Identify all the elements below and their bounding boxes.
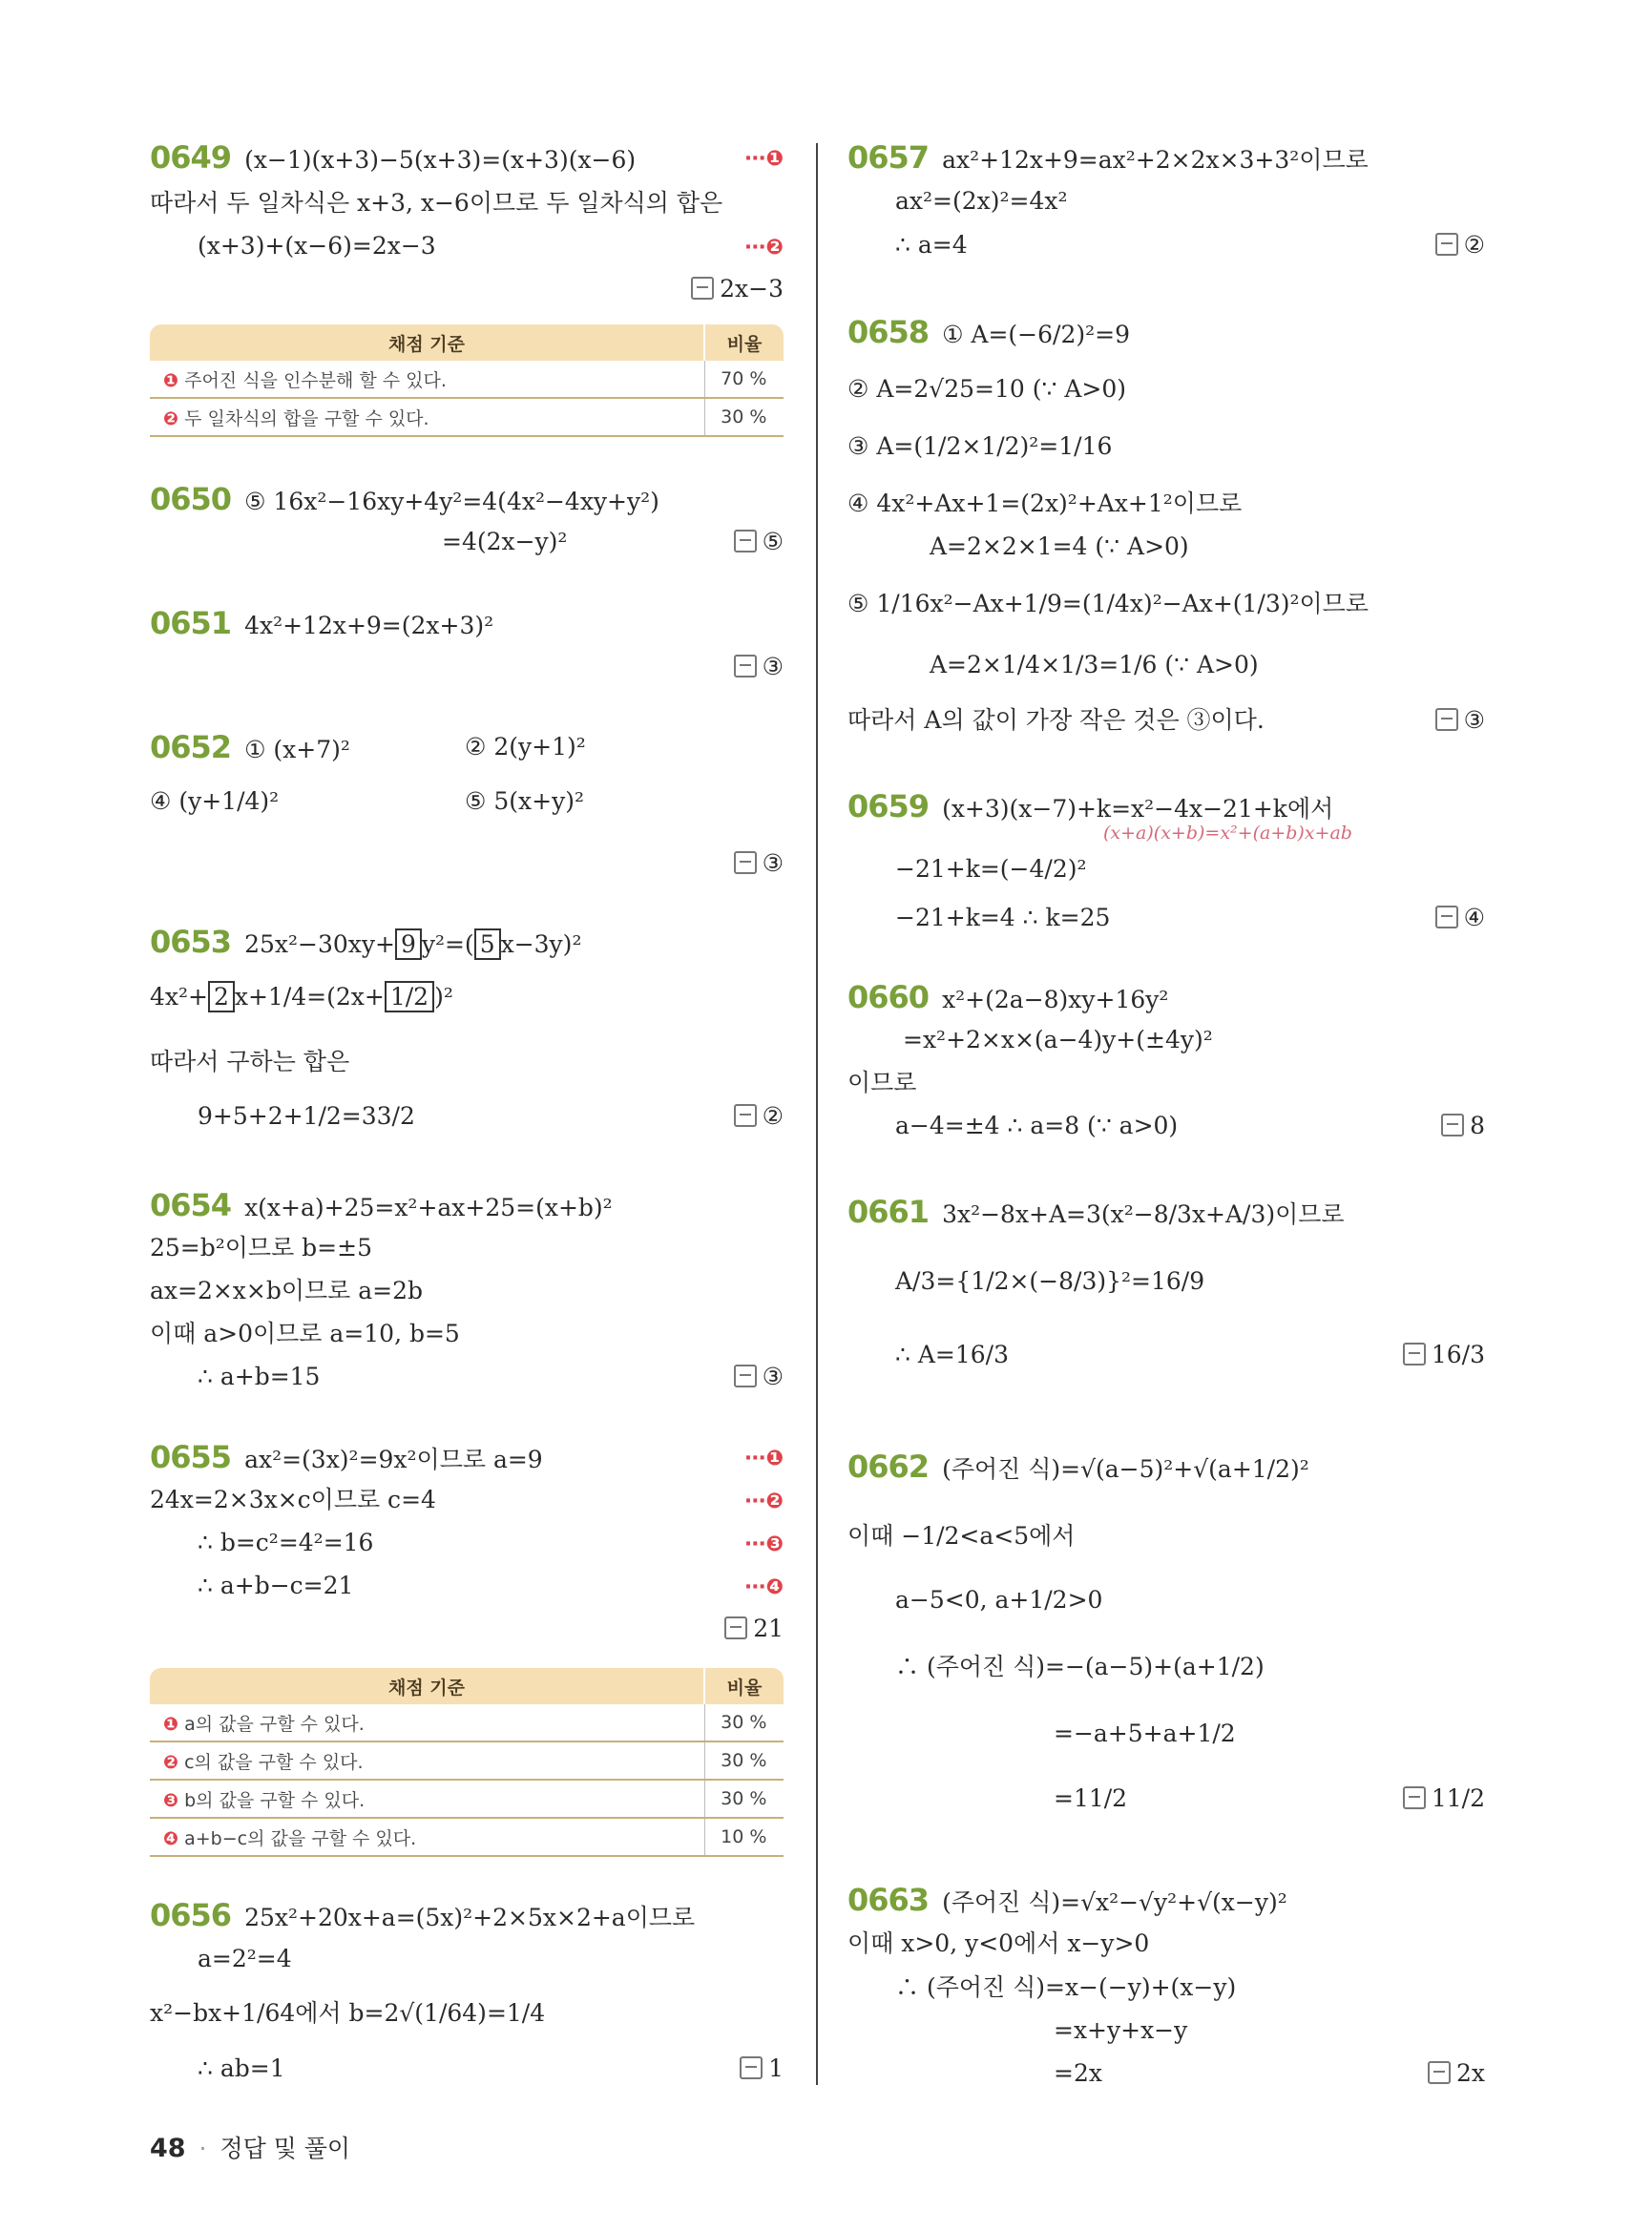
step-marker: ⋯❶ — [744, 1447, 784, 1470]
problem-0663-line5: =2x — [1054, 2059, 1102, 2087]
problem-0657-line1: 0657 ax²+12x+9=ax²+2×2x×3+3²이므로 — [847, 139, 1369, 176]
problem-0658-line2: ② A=2√25=10 (∵ A>0) — [847, 375, 1126, 403]
problem-0658-line8: 따라서 A의 값이 가장 작은 것은 ③이다. — [847, 706, 1265, 734]
problem-0656-line4: ∴ ab=1 — [198, 2054, 285, 2082]
answer-0660: 8 — [1441, 1112, 1485, 1140]
problem-0654-line1: 0654 x(x+a)+25=x²+ax+25=(x+b)² — [150, 1187, 613, 1223]
step-marker: ⋯❷ — [744, 236, 784, 260]
answer-0657: ② — [1435, 231, 1485, 260]
answer-icon — [734, 1104, 757, 1127]
problem-0659-line2: −21+k=(−4/2)² — [895, 855, 1087, 883]
formula-note: (x+a)(x+b)=x²+(a+b)x+ab — [1103, 823, 1352, 844]
step-marker: ⋯❹ — [744, 1575, 784, 1599]
page-footer — [150, 2130, 350, 2164]
problem-0652-line1: 0652 ① (x+7)² — [150, 729, 350, 765]
problem-number: 0660 — [847, 979, 930, 1015]
problem-0662-line4: ∴ (주어진 식)=−(a−5)+(a+1/2) — [895, 1653, 1265, 1680]
table-row: ❸ b의 값을 구할 수 있다. 30 % — [150, 1780, 784, 1818]
problem-0653-line2: 4x²+ 2 x+1/4=(2x+ 1/2 )² — [150, 983, 453, 1011]
problem-0660-line4: a−4=±4 ∴ a=8 (∵ a>0) — [895, 1112, 1179, 1139]
problem-0659-line3: −21+k=4 ∴ k=25 — [895, 904, 1111, 931]
blank-box: 9 — [395, 928, 422, 960]
answer-0649: 2x−3 — [691, 275, 784, 303]
criteria-header: 채점 기준 — [150, 324, 704, 361]
problem-0658-line1: 0658 ① A=(−6/2)²=9 — [847, 314, 1130, 350]
problem-0663-line2: 이때 x>0, y<0에서 x−y>0 — [847, 1929, 1150, 1957]
answer-0662: 11/2 — [1403, 1784, 1485, 1813]
problem-number: 0663 — [847, 1882, 930, 1918]
criteria-header: 채점 기준 — [150, 1668, 704, 1704]
problem-0661-line1: 0661 3x²−8x+A=3(x²−8/3x+A/3)이므로 — [847, 1194, 1345, 1230]
problem-0652-choice5: ⑤ 5(x+y)² — [465, 787, 584, 815]
problem-0658-line4: ④ 4x²+Ax+1=(2x)²+Ax+1²이므로 — [847, 490, 1243, 517]
problem-0662-line3: a−5<0, a+1/2>0 — [895, 1586, 1103, 1614]
table-row: ❶ a의 값을 구할 수 있다. 30 % — [150, 1704, 784, 1741]
problem-0662-line6: =11/2 — [1054, 1784, 1128, 1812]
problem-0660-line3: 이므로 — [847, 1069, 917, 1096]
answer-0661: 16/3 — [1403, 1341, 1485, 1369]
answer-icon — [1441, 1114, 1464, 1136]
problem-0655-line2: 24x=2×3x×c이므로 c=4 — [150, 1486, 436, 1513]
problem-number: 0654 — [150, 1187, 232, 1223]
step-marker: ⋯❷ — [744, 1490, 784, 1513]
problem-number: 0649 — [150, 139, 232, 176]
problem-0659-line1: 0659 (x+3)(x−7)+k=x²−4x−21+k에서 — [847, 788, 1334, 824]
blank-box: 5 — [474, 928, 501, 960]
page-number: 48 — [150, 2134, 186, 2163]
problem-number: 0661 — [847, 1194, 930, 1230]
problem-0655-line3: ∴ b=c²=4²=16 — [198, 1529, 374, 1556]
table-row: ❷ c의 값을 구할 수 있다. 30 % — [150, 1741, 784, 1780]
answer-icon — [1403, 1343, 1426, 1366]
answer-icon — [1403, 1786, 1426, 1809]
answer-0653: ② — [734, 1102, 784, 1131]
problem-number: 0650 — [150, 481, 232, 517]
problem-0653-line3: 따라서 구하는 합은 — [150, 1048, 350, 1075]
ratio-header: 비율 — [704, 324, 784, 361]
problem-0650-line1: 0650 ⑤ 16x²−16xy+4y²=4(4x²−4xy+y²) — [150, 481, 659, 517]
problem-number: 0655 — [150, 1439, 232, 1475]
column-divider — [816, 143, 818, 2085]
problem-0651-line1: 0651 4x²+12x+9=(2x+3)² — [150, 605, 494, 641]
answer-0654: ③ — [734, 1363, 784, 1391]
problem-0657-line2: ax²=(2x)²=4x² — [895, 187, 1068, 215]
problem-number: 0662 — [847, 1449, 930, 1485]
problem-0663-line3: ∴ (주어진 식)=x−(−y)+(x−y) — [895, 1973, 1237, 2001]
problem-number: 0652 — [150, 729, 232, 765]
blank-box: 1/2 — [385, 981, 434, 1012]
problem-0649-line1: 0649 (x−1)(x+3)−5(x+3)=(x+3)(x−6) — [150, 139, 637, 176]
answer-0659: ④ — [1435, 904, 1485, 932]
problem-0654-line4: 이때 a>0이므로 a=10, b=5 — [150, 1320, 460, 1347]
answer-icon — [734, 655, 757, 678]
problem-0658-line7: A=2×1/4×1/3=1/6 (∵ A>0) — [930, 651, 1259, 678]
step-marker: ⋯❶ — [744, 147, 784, 171]
footer-separator: · — [199, 2135, 207, 2162]
problem-0653-line1: 0653 25x²−30xy+ 9 y²=( 5 x−3y)² — [150, 924, 582, 960]
problem-0661-line3: ∴ A=16/3 — [895, 1341, 1009, 1368]
problem-0658-line5: A=2×2×1=4 (∵ A>0) — [930, 532, 1189, 560]
problem-0652-choice4: ④ (y+1/4)² — [150, 787, 280, 815]
table-row: ❹ a+b−c의 값을 구할 수 있다. 10 % — [150, 1818, 784, 1856]
answer-icon — [1435, 906, 1458, 928]
answer-icon — [1435, 708, 1458, 731]
answer-0656: 1 — [740, 2054, 784, 2083]
table-row: ❷ 두 일차식의 합을 구할 수 있다. 30 % — [150, 398, 784, 436]
answer-icon — [740, 2056, 763, 2079]
problem-number: 0658 — [847, 314, 930, 350]
answer-icon — [1435, 233, 1458, 256]
answer-icon — [1428, 2061, 1451, 2084]
problem-0662-line2: 이때 −1/2<a<5에서 — [847, 1522, 1076, 1550]
problem-0649-line3: (x+3)+(x−6)=2x−3 — [198, 232, 436, 260]
problem-number: 0653 — [150, 924, 232, 960]
step-marker: ⋯❸ — [744, 1533, 784, 1556]
problem-0649-line2: 따라서 두 일차식은 x+3, x−6이므로 두 일차식의 합은 — [150, 189, 723, 217]
problem-0660-line1: 0660 x²+(2a−8)xy+16y² — [847, 979, 1169, 1015]
grading-table-0655 — [150, 1668, 784, 1857]
problem-0661-line2: A/3={1/2×(−8/3)}²=16/9 — [895, 1267, 1205, 1295]
answer-icon — [734, 530, 757, 553]
problem-0656-line3: x²−bx+1/64에서 b=2√(1/64)=1/4 — [150, 1999, 546, 2027]
problem-0652-choice2: ② 2(y+1)² — [465, 733, 586, 761]
grading-table-0649 — [150, 324, 784, 437]
answer-0650: ⑤ — [734, 528, 784, 556]
problem-0660-line2: =x²+2×x×(a−4)y+(±4y)² — [903, 1026, 1213, 1053]
ratio-header: 비율 — [704, 1668, 784, 1704]
answer-icon — [724, 1616, 747, 1639]
problem-0663-line1: 0663 (주어진 식)=√x²−√y²+√(x−y)² — [847, 1882, 1287, 1918]
problem-0650-line2: =4(2x−y)² — [442, 528, 568, 555]
problem-0662-line5: =−a+5+a+1/2 — [1054, 1720, 1236, 1747]
answer-icon — [734, 1365, 757, 1387]
answer-icon — [691, 277, 714, 300]
problem-0653-line4: 9+5+2+1/2=33/2 — [198, 1102, 415, 1130]
problem-number: 0659 — [847, 788, 930, 824]
answer-0651: ③ — [734, 653, 784, 681]
problem-number: 0651 — [150, 605, 232, 641]
problem-0655-line4: ∴ a+b−c=21 — [198, 1572, 354, 1599]
problem-number: 0657 — [847, 139, 930, 176]
footer-title: 정답 및 풀이 — [220, 2135, 351, 2162]
problem-0656-line2: a=2²=4 — [198, 1945, 292, 1972]
answer-0658: ③ — [1435, 706, 1485, 735]
blank-box: 2 — [208, 981, 235, 1012]
problem-0662-line1: 0662 (주어진 식)=√(a−5)²+√(a+1/2)² — [847, 1449, 1309, 1485]
table-row: ❶ 주어진 식을 인수분해 할 수 있다. 70 % — [150, 361, 784, 398]
problem-0657-line3: ∴ a=4 — [895, 231, 968, 259]
problem-number: 0656 — [150, 1897, 232, 1933]
problem-0658-line3: ③ A=(1/2×1/2)²=1/16 — [847, 432, 1113, 460]
problem-0654-line2: 25=b²이므로 b=±5 — [150, 1234, 372, 1261]
answer-0655: 21 — [724, 1615, 784, 1643]
problem-0663-line4: =x+y+x−y — [1054, 2016, 1188, 2044]
problem-0654-line5: ∴ a+b=15 — [198, 1363, 321, 1390]
problem-0658-line6: ⑤ 1/16x²−Ax+1/9=(1/4x)²−Ax+(1/3)²이므로 — [847, 590, 1369, 617]
problem-0655-line1: 0655 ax²=(3x)²=9x²이므로 a=9 — [150, 1439, 543, 1475]
problem-0656-line1: 0656 25x²+20x+a=(5x)²+2×5x×2+a이므로 — [150, 1897, 696, 1933]
answer-0663: 2x — [1428, 2059, 1485, 2088]
answer-0652: ③ — [734, 849, 784, 878]
answer-icon — [734, 851, 757, 874]
problem-0654-line3: ax=2×x×b이므로 a=2b — [150, 1277, 424, 1304]
